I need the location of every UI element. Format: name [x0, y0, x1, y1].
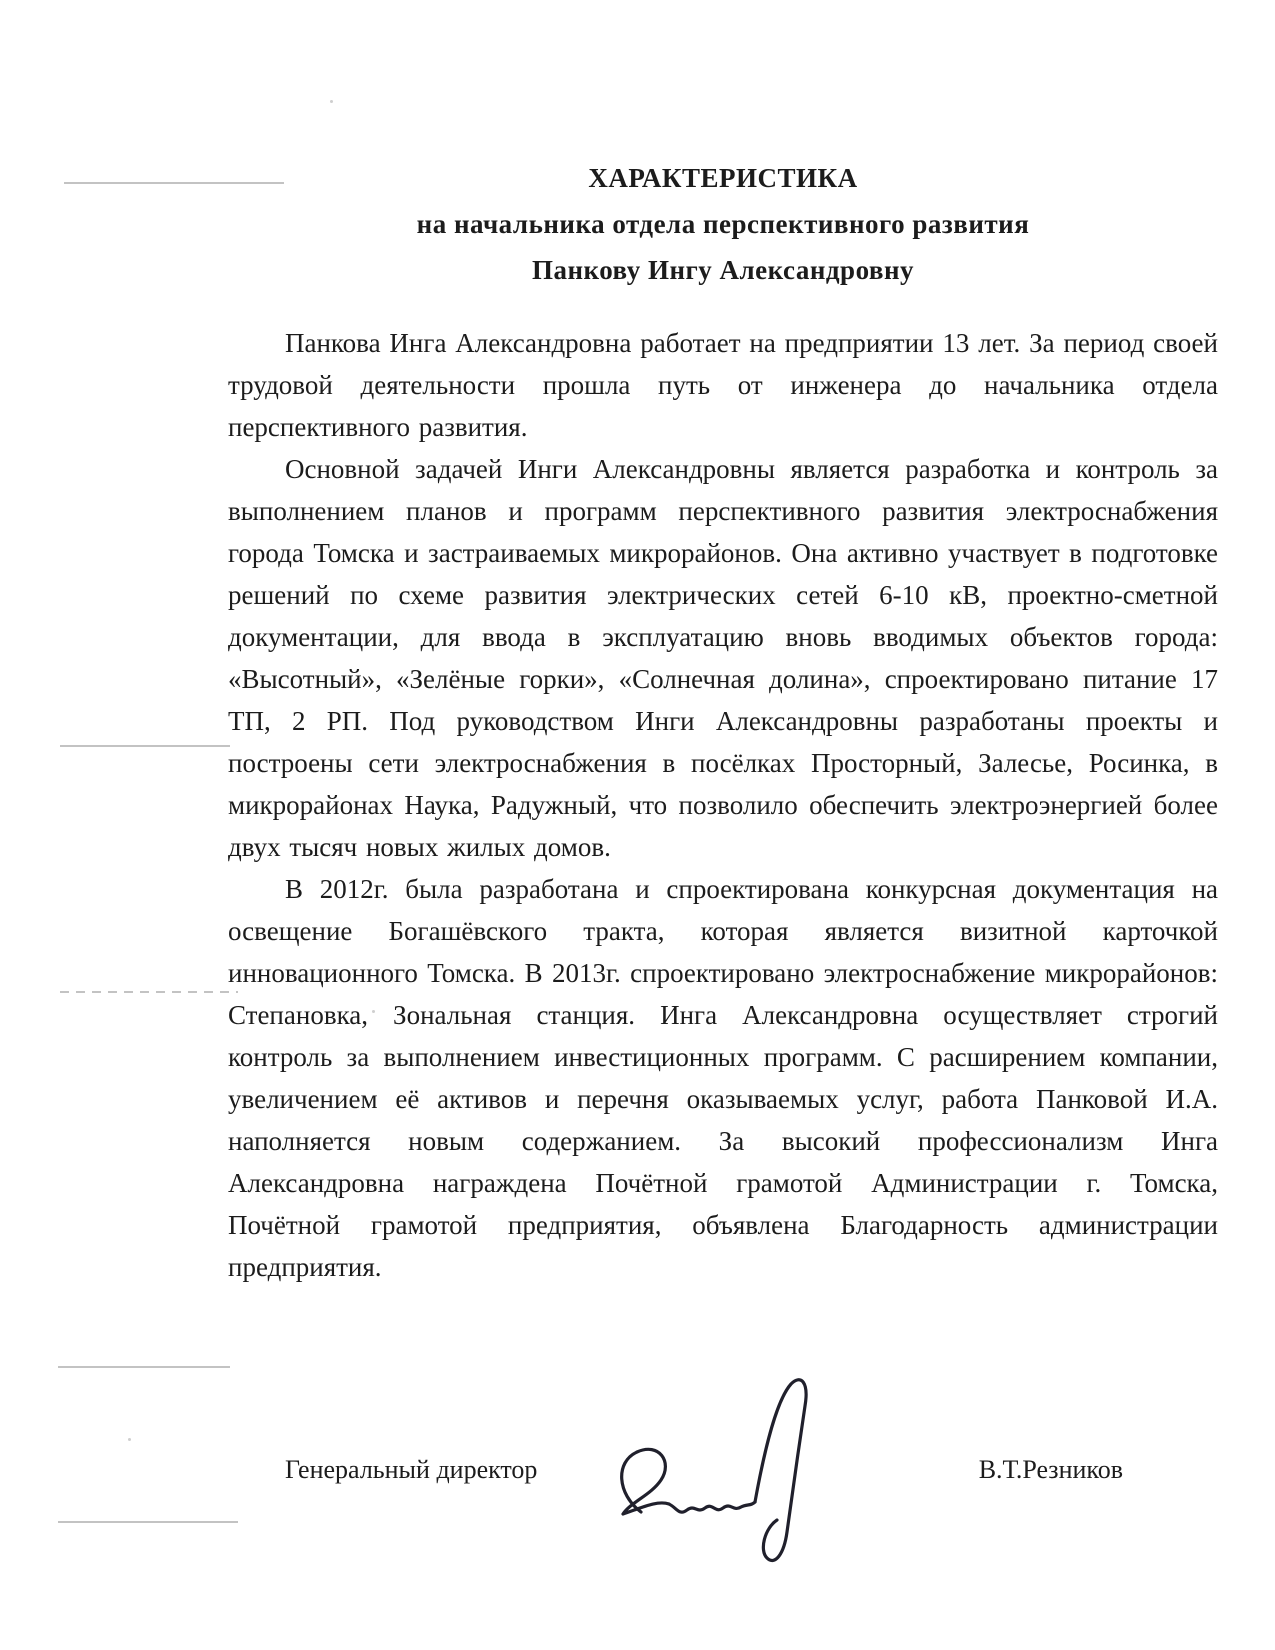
document-title: ХАРАКТЕРИСТИКА [588, 163, 858, 193]
scan-artifact-line [60, 991, 238, 993]
document-subtitle-name: Панкову Ингу Александровну [531, 255, 915, 285]
signer-position-label: Генеральный директор [285, 1455, 538, 1484]
document-body [228, 322, 1218, 1288]
scan-artifact-line [58, 1521, 238, 1523]
document-header [228, 155, 1218, 293]
paragraph-duties: Основной задачей Инги Александровны является разработка и контроль за выполнением планов и программ перспективного развития электроснабжения города Томска и застраиваемых микрорайонов. Она активно участвует в подготовке решений по схеме развития электрических сетей 6-10 кВ, проектно-сметной документации, для ввода в эксплуатацию вновь вводимых объектов города: «Высотный», «Зелёные горки», «Солнечная долина», спроектировано питание 17 ТП, 2 РП. Под руководством Инги Александровны разработаны проекты и построены сети электроснабжения в посёлках Просторный, Залесье, Росинка, в микрорайонах Наука, Радужный, что позволило обеспечить электроэнергией более двух тысяч новых жилых домов. [228, 454, 1218, 862]
scan-artifact-speck [128, 1438, 131, 1441]
scan-artifact-line [58, 1366, 230, 1368]
paragraph-intro: Панкова Инга Александровна работает на предприятии 13 лет. За период своей трудовой деятельности прошла путь от инженера до начальника отдела перспективного развития. [228, 328, 1218, 442]
document-subtitle-position: на начальника отдела перспективного развития [416, 209, 1030, 239]
scan-artifact-speck [330, 100, 333, 103]
signer-name: В.Т.Резников [978, 1455, 1123, 1484]
paragraph-achievements: В 2012г. была разработана и спроектирована конкурсная документация на освещение Богашёвского тракта, которая является визитной карточкой инновационного Томска. В 2013г. спроектировано электроснабжение микрорайонов: Степановка, Зональная станция. Инга Александровна осуществляет строгий контроль за выполнением инвестиционных программ. С расширением компании, увеличением её активов и перечня оказываемых услуг, работа Панковой И.А. наполняется новым содержанием. За высокий профессионализм Инга Александровна награждена Почётной грамотой Администрации г. Томска, Почётной грамотой предприятия, объявлена Благодарность администрации предприятия. [228, 874, 1218, 1282]
signature-scribble [595, 1362, 865, 1582]
scan-artifact-line [60, 745, 230, 747]
